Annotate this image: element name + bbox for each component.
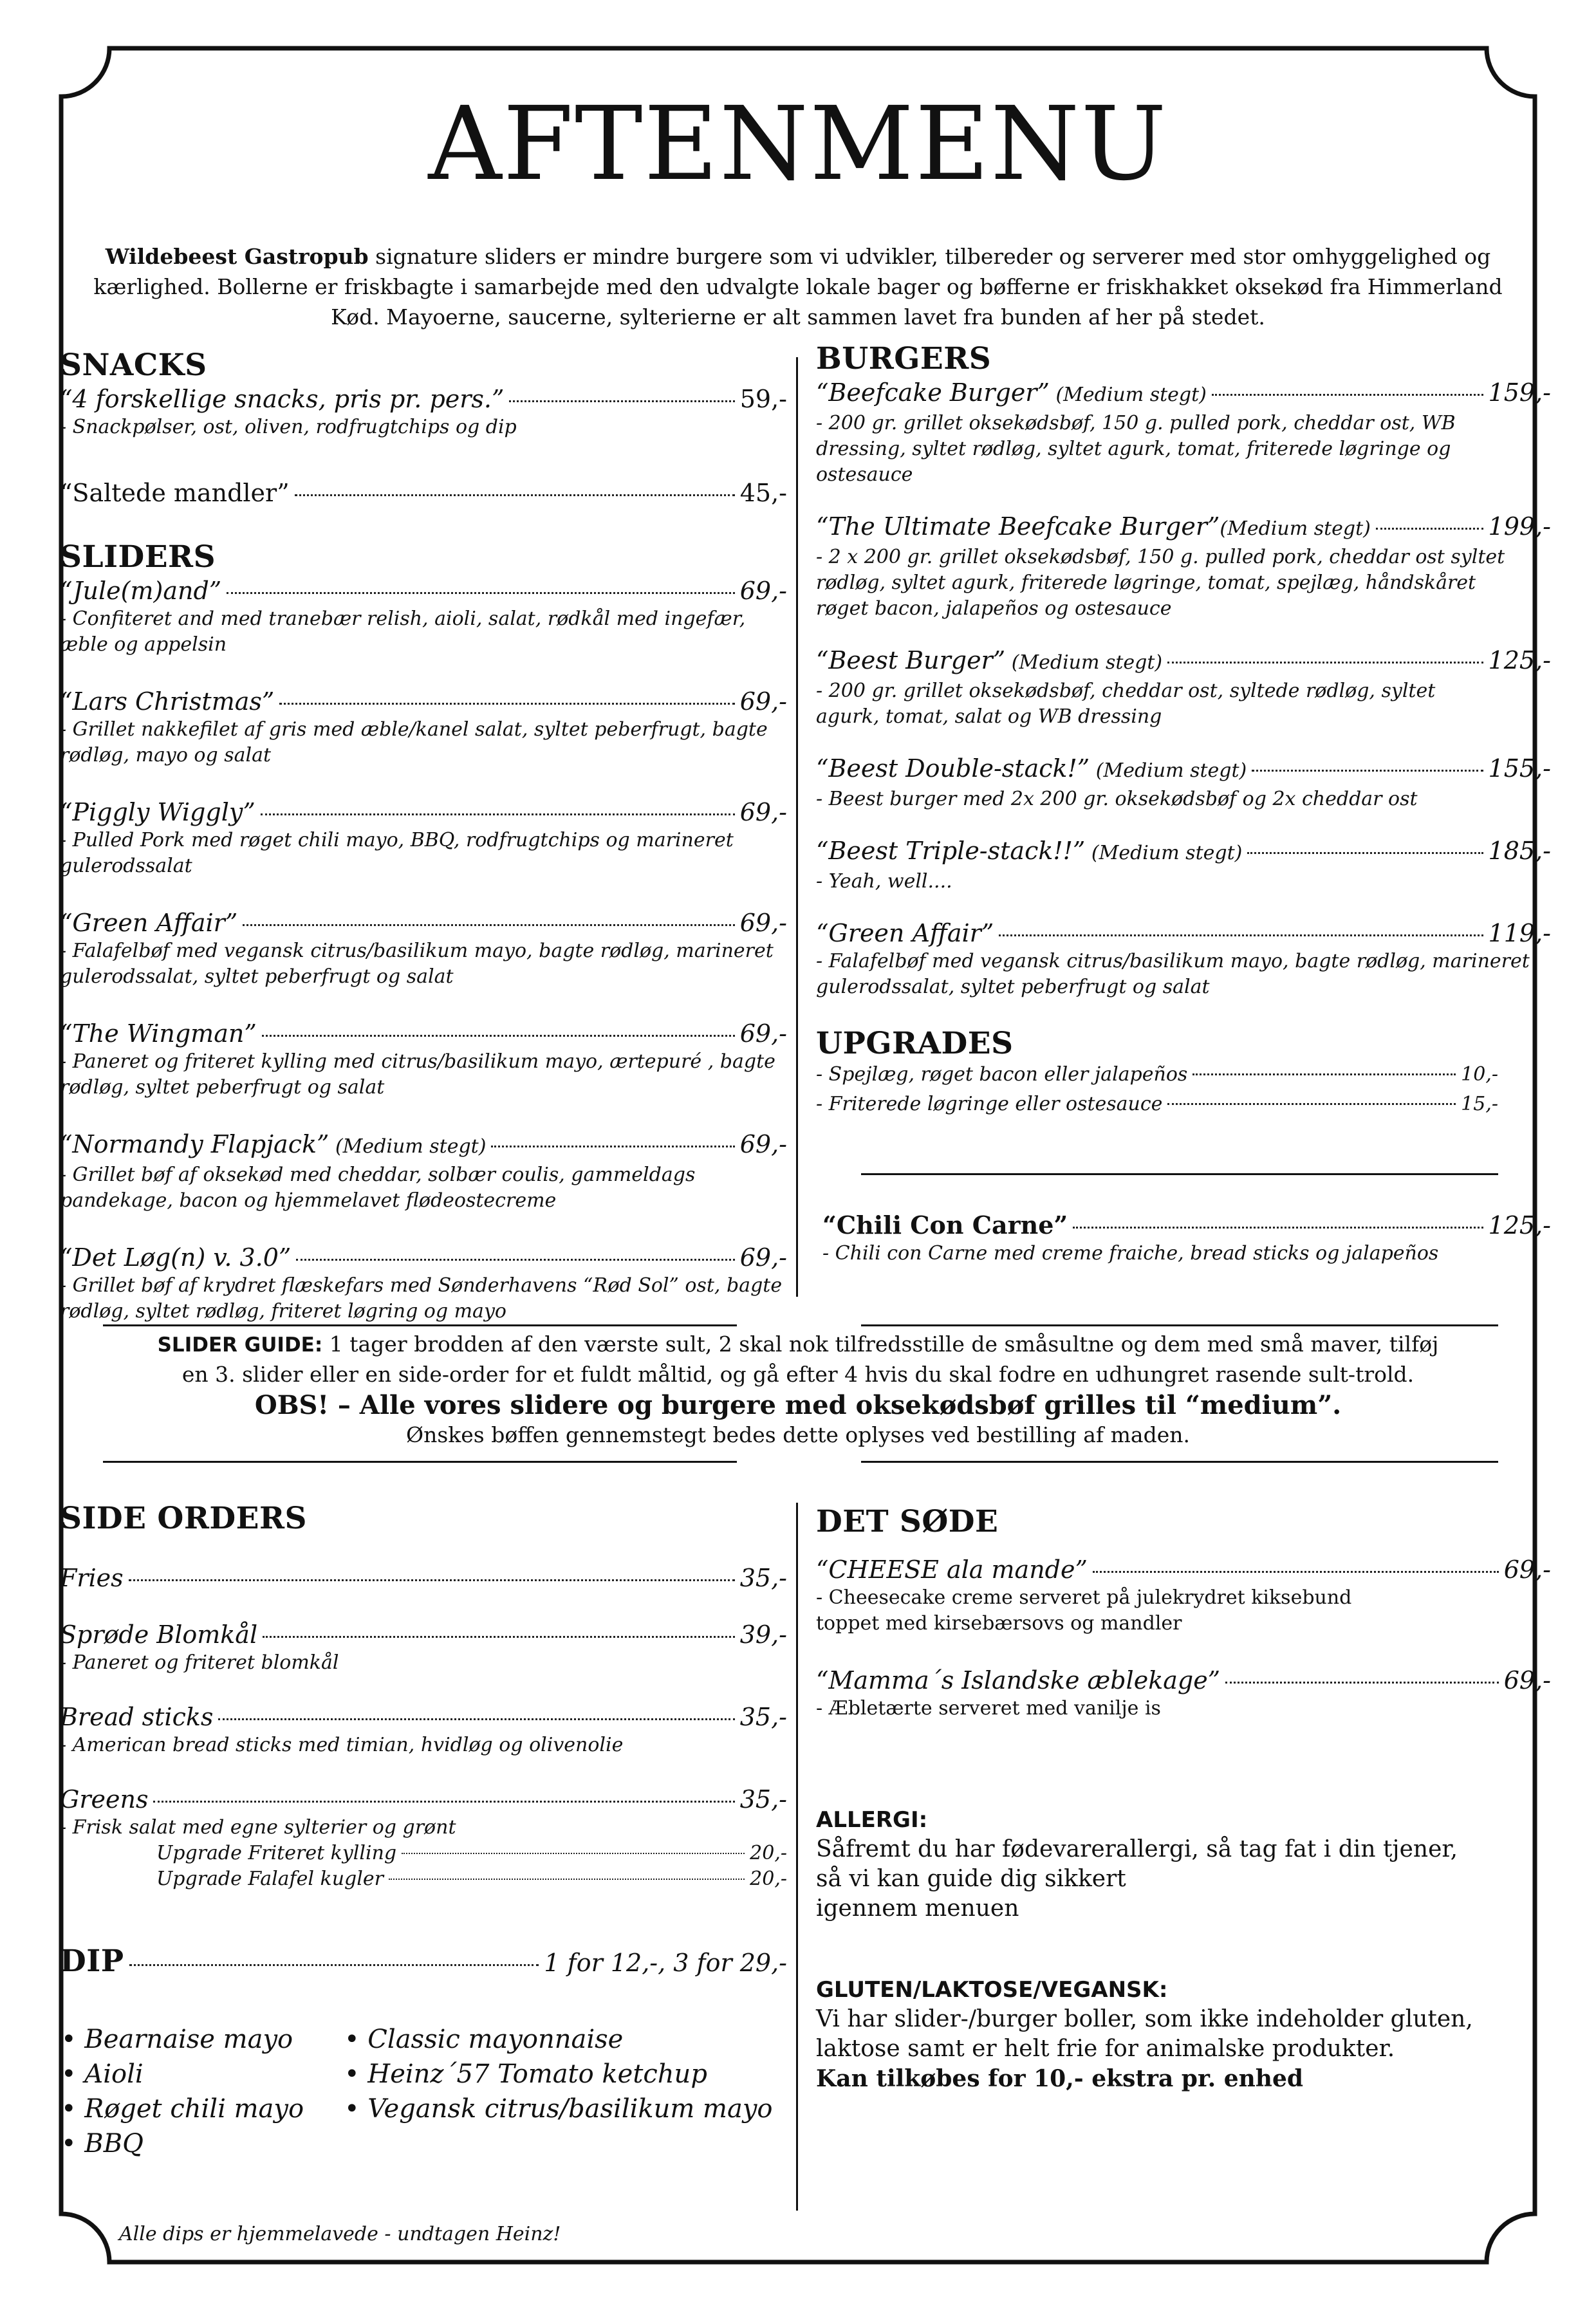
item-price: 35,- — [739, 1703, 787, 1731]
item-price: 69,- — [739, 798, 787, 826]
gluten-heading: GLUTEN/LAKTOSE/VEGANSK: — [816, 1977, 1168, 2003]
dot-leader — [263, 1636, 735, 1638]
dip-list-left — [61, 2022, 304, 2161]
item-price: 69,- — [1503, 1666, 1551, 1694]
dot-leader — [218, 1718, 734, 1720]
right-column-bottom — [816, 1504, 1551, 2093]
dot-leader — [261, 813, 735, 815]
menu-item — [816, 835, 1551, 895]
menu-item — [60, 1018, 787, 1100]
item-name: Fries — [60, 1564, 124, 1592]
item-description: - 200 gr. grillet oksekødsbøf, 150 g. pulled pork, cheddar ost, WB dressing, syltet rødløg, syltet agurk, tomat, friterede løgringe og ostesauce — [816, 412, 1456, 486]
dot-leader — [153, 1801, 734, 1803]
item-price: 59,- — [739, 385, 787, 413]
slider-guide-text: 1 tager brodden af den værste sult, 2 skal nok tilfredsstille de småsultne og dem med små maver, tilføj — [322, 1332, 1439, 1357]
divider-line — [861, 1324, 1498, 1326]
item-description: - Pulled Pork med røget chili mayo, BBQ, rodfrugtchips og marineret gulerodssalat — [60, 829, 734, 877]
item-description: - Beest burger med 2x 200 gr. oksekødsbøf og 2x cheddar ost — [816, 788, 1418, 810]
dot-leader — [129, 1579, 735, 1581]
item-name: “Beest Triple-stack!!” (Medium stegt) — [816, 837, 1243, 865]
item-name: - Friterede løgringe eller ostesauce — [816, 1093, 1163, 1115]
dot-leader — [1192, 1073, 1456, 1075]
item-description: - Grillet bøf af krydret flæskefars med Sønderhavens “Rød Sol” ost, bagte rødløg, syltet rødløg, friteret løgring og mayo — [60, 1274, 783, 1323]
item-name: “Det Løg(n) v. 3.0” — [60, 1243, 292, 1272]
item-name: “Beest Burger” (Medium stegt) — [816, 646, 1163, 674]
item-price: 35,- — [739, 1564, 787, 1592]
menu-item — [60, 797, 787, 879]
menu-item — [60, 1841, 787, 1866]
item-price: 20,- — [750, 1868, 787, 1890]
dip-line — [60, 1944, 787, 1980]
menu-item — [60, 1702, 787, 1758]
allergy-line: så vi kan guide dig sikkert — [816, 1866, 1126, 1892]
item-name: “Beefcake Burger” (Medium stegt) — [816, 378, 1207, 407]
menu-item — [60, 1242, 787, 1324]
menu-item — [60, 1563, 787, 1593]
item-description: - Paneret og friteret blomkål — [60, 1651, 339, 1674]
divider-line — [861, 1461, 1498, 1463]
item-description: - Æbletærte serveret med vanilje is — [816, 1697, 1161, 1720]
grill-notice: OBS! – Alle vores slidere og burgere med oksekødsbøf grilles til “medium”. — [254, 1390, 1342, 1420]
menu-item — [816, 1091, 1498, 1117]
item-name: “Mamma´s Islandske æblekage” — [816, 1666, 1221, 1694]
dot-leader — [491, 1146, 734, 1147]
item-description: - Yeah, well.... — [816, 870, 952, 893]
menu-item — [816, 511, 1551, 622]
allergy-line: igennem menuen — [816, 1895, 1019, 1922]
dot-leader — [296, 1259, 734, 1261]
menu-item — [816, 1554, 1551, 1637]
item-name: Sprøde Blomkål — [60, 1620, 258, 1649]
dot-leader — [129, 1964, 539, 1966]
section-heading-sweet: DET SØDE — [816, 1504, 999, 1539]
dot-leader — [1225, 1682, 1499, 1684]
gluten-bold-line: Kan tilkøbes for 10,- ekstra pr. enhed — [816, 2065, 1304, 2092]
dot-leader — [509, 400, 734, 402]
divider-line — [861, 1173, 1498, 1175]
item-price: 125,- — [1488, 1211, 1551, 1239]
dot-leader — [402, 1853, 745, 1854]
item-price: 185,- — [1488, 837, 1551, 865]
item-price: 39,- — [739, 1620, 787, 1649]
dot-leader — [1073, 1227, 1483, 1229]
item-price: 69,- — [739, 909, 787, 937]
section-heading-burgers: BURGERS — [816, 341, 992, 376]
menu-item — [816, 377, 1551, 488]
dot-leader — [227, 592, 735, 594]
menu-item — [60, 907, 787, 990]
dip-price: 1 for 12,-, 3 for 29,- — [544, 1949, 787, 1977]
menu-item — [60, 384, 787, 440]
item-description: - 2 x 200 gr. grillet oksekødsbøf, 150 g. pulled pork, cheddar ost syltet rødløg, syltet agurk, friterede løgringe, tomat, spejlæg, håndskåret røget bacon, jalapeños og ostesauce — [816, 546, 1505, 620]
column-divider — [796, 357, 798, 1297]
dot-leader — [389, 1879, 745, 1880]
item-name: “Normandy Flapjack” (Medium stegt) — [60, 1130, 487, 1158]
item-description: - American bread sticks med timian, hvidløg og olivenolie — [60, 1734, 624, 1756]
menu-item — [60, 1866, 787, 1892]
left-column-top — [60, 348, 787, 1324]
page-title: AFTENMENU — [428, 85, 1168, 203]
menu-item — [816, 1665, 1551, 1722]
brand-name: Wildebeest Gastropub — [105, 244, 369, 269]
intro-body: signature sliders er mindre burgere som vi udvikler, tilbereder og serverer med stor omhyggelighed og kærlighed. Bollerne er friskbagte i samarbejde med den udvalgte lokale bager og bøfferne er friskhakket oksekød fra Himmerland Kød. Mayoerne, saucerne, sylterierne er alt sammen lavet fra bunden af her på stedet. — [93, 244, 1503, 329]
menu-item — [816, 918, 1551, 1000]
item-price: 69,- — [1503, 1555, 1551, 1584]
item-price: 69,- — [739, 1130, 787, 1158]
menu-item — [60, 1784, 787, 1841]
dip-option: • Vegansk citrus/basilikum mayo — [344, 2094, 773, 2124]
section-heading-upgrades: UPGRADES — [816, 1026, 1014, 1061]
allergy-info — [816, 1805, 1551, 1924]
dip-option: • Bearnaise mayo — [61, 2025, 293, 2054]
allergy-line: Såfremt du har fødevarerallergi, så tag fat i din tjener, — [816, 1836, 1458, 1862]
dip-option: • BBQ — [61, 2129, 144, 2158]
menu-item — [60, 478, 787, 508]
item-description: - Grillet nakkefilet af gris med æble/kanel salat, syltet peberfrugt, bagte rødløg, mayo og salat — [60, 718, 768, 766]
item-name: “The Ultimate Beefcake Burger”(Medium stegt) — [816, 512, 1371, 541]
item-description: - 200 gr. grillet oksekødsbøf, cheddar ost, syltede rødløg, syltet agurk, tomat, salat og WB dressing — [816, 680, 1436, 728]
menu-item — [60, 1129, 787, 1214]
item-price: 69,- — [739, 1243, 787, 1272]
dip-option: • Røget chili mayo — [61, 2094, 304, 2124]
item-name: “Green Affair” — [60, 909, 238, 937]
item-name: “CHEESE ala mande” — [816, 1555, 1088, 1584]
item-price: 69,- — [739, 687, 787, 716]
grill-notice-detail: Ønskes bøffen gennemstegt bedes dette oplyses ved bestilling af maden. — [406, 1422, 1190, 1447]
item-description: - Falafelbøf med vegansk citrus/basilikum mayo, bagte rødløg, marineret gulerodssalat, syltet peberfrugt og salat — [60, 940, 774, 988]
item-price: 69,- — [739, 1019, 787, 1048]
item-price: 119,- — [1488, 919, 1551, 947]
dot-leader — [1093, 1571, 1499, 1573]
item-price: 10,- — [1461, 1063, 1498, 1086]
item-price: 69,- — [739, 577, 787, 605]
item-price: 199,- — [1488, 512, 1551, 541]
item-name: Greens — [60, 1785, 149, 1814]
item-price: 125,- — [1488, 646, 1551, 674]
item-description: - Grillet bøf af oksekød med cheddar, solbær coulis, gammeldags pandekage, bacon og hjemmelavet flødeostecreme — [60, 1164, 696, 1212]
item-name: “Lars Christmas” — [60, 687, 275, 716]
item-name: “Jule(m)and” — [60, 577, 222, 605]
dot-leader — [1252, 770, 1483, 772]
item-name: “Chili Con Carne” — [822, 1211, 1068, 1239]
item-price: 20,- — [750, 1842, 787, 1864]
item-name: “4 forskellige snacks, pris pr. pers.” — [60, 385, 505, 413]
item-name: Upgrade Falafel kugler — [156, 1868, 384, 1890]
section-heading-dip: DIP — [60, 1944, 124, 1979]
dip-option: • Heinz´57 Tomato ketchup — [344, 2059, 707, 2089]
item-price: 15,- — [1461, 1093, 1498, 1115]
menu-item — [816, 1062, 1498, 1088]
dot-leader — [279, 703, 734, 705]
menu-item — [816, 753, 1551, 812]
item-name: “Saltede mandler” — [60, 479, 290, 507]
dot-leader — [262, 1035, 735, 1037]
slider-guide-text: en 3. slider eller en side-order for et fuldt måltid, og gå efter 4 hvis du skal fodre en udhungret rasende sult-trold. — [181, 1362, 1415, 1387]
item-name: Upgrade Friteret kylling — [156, 1842, 397, 1864]
section-heading-sliders: SLIDERS — [60, 539, 216, 575]
menu-item — [60, 1619, 787, 1676]
item-price: 159,- — [1488, 378, 1551, 407]
gluten-line: Vi har slider-/burger boller, som ikke indeholder gluten, — [816, 2006, 1473, 2032]
section-heading-side-orders: SIDE ORDERS — [60, 1501, 307, 1536]
dip-list-right — [344, 2022, 773, 2126]
item-name: “Green Affair” — [816, 919, 994, 947]
gluten-info — [816, 1975, 1551, 2093]
dip-note: Alle dips er hjemmelavede - undtagen Heinz! — [119, 2223, 561, 2245]
dip-option: • Aioli — [61, 2059, 144, 2089]
dot-leader — [295, 494, 735, 496]
item-description: - Confiteret and med tranebær relish, aioli, salat, rødkål med ingefær, æble og appelsin — [60, 608, 746, 656]
divider-line — [103, 1324, 737, 1326]
item-price: 155,- — [1488, 754, 1551, 783]
dot-leader — [1167, 662, 1483, 664]
menu-item — [60, 686, 787, 768]
item-price: 45,- — [739, 479, 787, 507]
item-name: Bread sticks — [60, 1703, 214, 1731]
item-name: - Spejlæg, røget bacon eller jalapeños — [816, 1063, 1188, 1086]
item-description: - Cheesecake creme serveret på julekrydret kiksebund toppet med kirsebærsovs og mandler — [816, 1586, 1352, 1635]
column-divider — [796, 1503, 798, 2211]
allergy-heading: ALLERGI: — [816, 1807, 928, 1833]
dot-leader — [1247, 852, 1483, 854]
gluten-line: laktose samt er helt frie for animalske produkter. — [816, 2036, 1395, 2062]
dot-leader — [1212, 394, 1483, 396]
dot-leader — [999, 934, 1483, 936]
menu-item — [816, 645, 1551, 730]
item-price: 35,- — [739, 1785, 787, 1814]
item-name: “The Wingman” — [60, 1019, 257, 1048]
chili-block — [822, 1210, 1551, 1267]
intro-text — [71, 241, 1525, 332]
item-name: “Piggly Wiggly” — [60, 798, 255, 826]
slider-guide-label: SLIDER GUIDE: — [157, 1333, 323, 1357]
right-column-top — [816, 341, 1551, 1117]
item-description: - Snackpølser, ost, oliven, rodfrugtchips og dip — [60, 416, 517, 438]
item-name: “Beest Double-stack!” (Medium stegt) — [816, 754, 1247, 783]
section-heading-snacks: SNACKS — [60, 348, 207, 383]
menu-item — [60, 575, 787, 658]
dip-option: • Classic mayonnaise — [344, 2025, 624, 2054]
item-description: - Chili con Carne med creme fraiche, bread sticks og jalapeños — [822, 1242, 1439, 1265]
slider-guide — [64, 1330, 1532, 1449]
dot-leader — [243, 924, 734, 926]
dot-leader — [1167, 1103, 1456, 1105]
item-description: - Falafelbøf med vegansk citrus/basilikum mayo, bagte rødløg, marineret gulerodssalat, syltet peberfrugt og salat — [816, 950, 1530, 998]
item-description: - Frisk salat med egne sylterier og grønt — [60, 1816, 456, 1839]
dot-leader — [1376, 528, 1483, 530]
left-column-bottom — [60, 1501, 787, 1980]
divider-line — [103, 1461, 737, 1463]
item-description: - Paneret og friteret kylling med citrus/basilikum mayo, ærtepuré , bagte rødløg, syltet peberfrugt og salat — [60, 1050, 775, 1099]
